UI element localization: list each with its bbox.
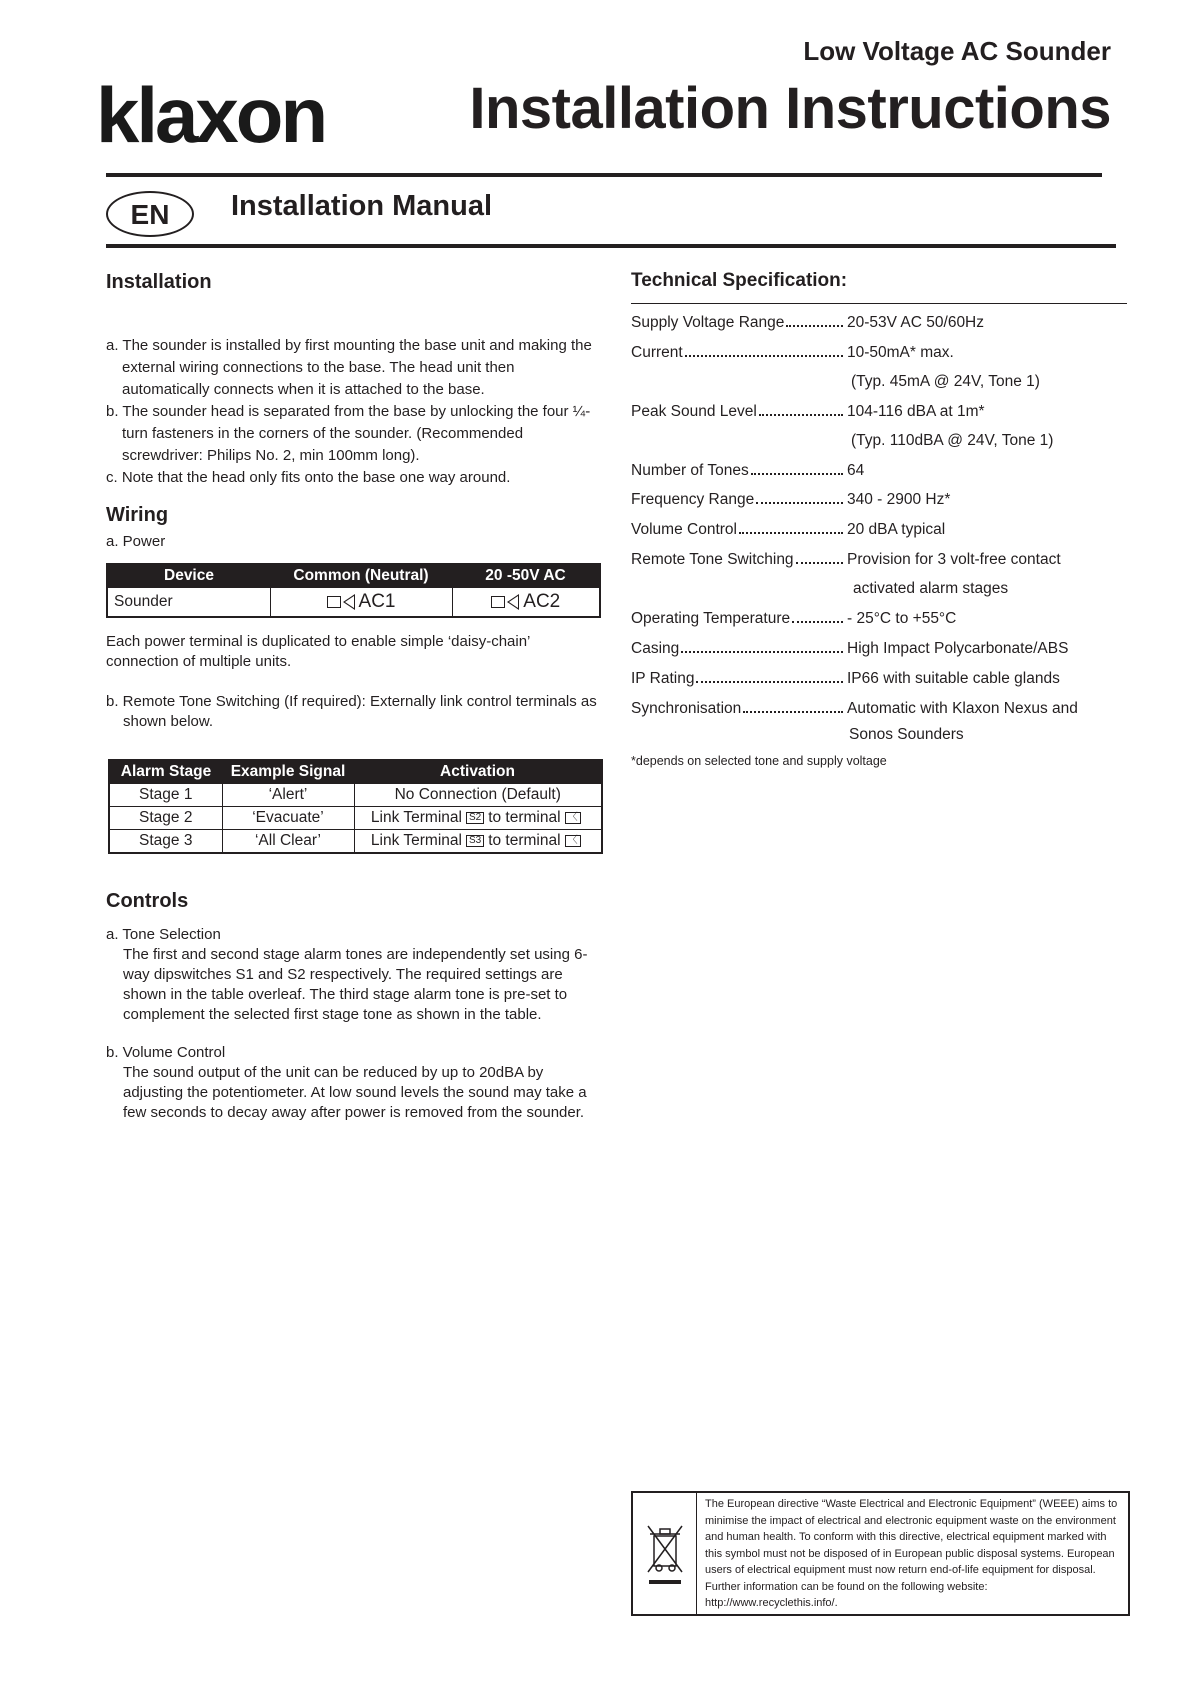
stage-cell: Stage 2 [109,807,222,830]
manual-title: Installation Manual [231,190,493,222]
common-terminal-icon: 〈 [565,812,581,824]
controls-heading: Controls [106,890,189,912]
column-header: 20 -50V AC [452,564,600,588]
installation-list [106,335,606,489]
common-terminal-icon: 〈 [565,835,581,847]
column-header: Alarm Stage [109,760,222,784]
spec-row-peak-sound: Peak Sound Level 104-116 dBA at 1m* [631,403,985,420]
device-cell: Sounder [107,588,270,618]
spec-current-typical: (Typ. 45mA @ 24V, Tone 1) [851,373,1040,390]
page-title: Installation Instructions [469,76,1111,141]
installation-heading: Installation [106,271,212,293]
tone-selection-label: a. Tone Selection [106,926,221,943]
spec-row-temperature: Operating Temperature - 25°C to +55°C [631,610,957,627]
header-divider [106,173,1102,177]
speaker-icon [343,594,355,610]
spec-row-casing: Casing High Impact Polycarbonate/ABS [631,640,1069,657]
weee-notice [631,1491,1130,1616]
terminal-icon [491,596,505,608]
wiring-heading: Wiring [106,504,169,526]
column-header: Device [107,564,270,588]
installation-item: a. The sounder is installed by first mounting the base unit and making the external wiring connections to the base. The head unit then automatically connects when it is attached to the base. [106,337,592,398]
remote-switching-label: b. Remote Tone Switching (If required): Externally link control terminals as shown below. [106,693,597,730]
s2-terminal-icon: S2 [466,812,484,824]
ac2-terminal-cell [452,588,600,618]
spec-row-current: Current 10-50mA* max. [631,344,954,361]
spec-synchronisation-cont: Sonos Sounders [849,726,964,743]
ac1-terminal-cell [270,588,452,618]
terminal-label: AC2 [523,591,561,612]
volume-control-label: b. Volume Control [106,1044,226,1061]
section-divider [106,244,1116,248]
spec-row-frequency: Frequency Range 340 - 2900 Hz* [631,491,951,508]
activation-cell: Link Terminal S2 to terminal 〈 [354,807,602,830]
weee-text: The European directive “Waste Electrical and Electronic Equipment” (WEEE) aims to minimise the impact of electrical and electronic equipment waste on the environment and human health. To conform with this directive, electrical equipment marked with this symbol must not be disposed of in European public disposal systems. European users of electrical equipment must now return end-of-life equipment for disposal. Further information can be found on the following website: http://www.recyclethis.info/. [705,1498,1118,1609]
daisy-chain-note: Each power terminal is duplicated to enable simple ‘daisy-chain’ connection of multiple units. [106,633,530,670]
spec-footnote: *depends on selected tone and supply voltage [631,754,887,768]
power-table [106,563,601,618]
activation-cell: No Connection (Default) [354,784,602,807]
terminal-icon [327,596,341,608]
spec-peak-sound-typical: (Typ. 110dBA @ 24V, Tone 1) [851,432,1054,449]
stage-table [108,759,603,854]
speaker-icon [507,594,519,610]
column-header: Common (Neutral) [270,564,452,588]
spec-row-volume: Volume Control 20 dBA typical [631,521,946,538]
power-label: a. Power [106,533,166,550]
volume-control-text: The sound output of the unit can be reduced by up to 20dBA by adjusting the potentiometer. At low sound levels the sound may take a few seconds to decay away after power is removed from the sounder. [123,1064,587,1121]
spec-row-supply-voltage: Supply Voltage Range 20-53V AC 50/60Hz [631,314,985,331]
spec-row-tones: Number of Tones 64 [631,462,865,479]
table-row [109,807,602,830]
signal-cell: ‘Evacuate’ [222,807,354,830]
table-row [109,830,602,854]
column-header: Activation [354,760,602,784]
spec-divider [631,303,1127,304]
activation-cell: Link Terminal S3 to terminal 〈 [354,830,602,854]
spec-row-remote-switching: Remote Tone Switching Provision for 3 volt-free contact [631,551,1061,568]
terminal-label: AC1 [358,591,396,612]
s3-terminal-icon: S3 [466,835,484,847]
table-row [109,784,602,807]
tone-selection-text: The first and second stage alarm tones are independently set using 6-way dipswitches S1 and S2 respectively. The required settings are shown in the table overleaf. The third stage alarm tone is pre-set to complement the selected first stage tone as shown in the table. [123,946,588,1023]
installation-item: b. The sounder head is separated from the base by unlocking the four ¼-turn fasteners in the corners of the sounder. (Recommended screwdriver: Philips No. 2, min 100mm long). [106,403,591,464]
spec-heading: Technical Specification: [631,270,848,291]
signal-cell: ‘All Clear’ [222,830,354,854]
column-header: Example Signal [222,760,354,784]
signal-cell: ‘Alert’ [222,784,354,807]
spec-remote-switching-cont: activated alarm stages [853,580,1009,597]
stage-cell: Stage 1 [109,784,222,807]
installation-item: c. Note that the head only fits onto the base one way around. [106,469,511,486]
product-subtitle: Low Voltage AC Sounder [803,36,1111,66]
stage-cell: Stage 3 [109,830,222,854]
spec-row-ip-rating: IP Rating IP66 with suitable cable glands [631,670,1060,687]
spec-row-synchronisation: Synchronisation Automatic with Klaxon Nexus and [631,700,1078,717]
language-badge: EN [106,191,194,237]
weee-bin-icon [633,1493,697,1614]
table-row [107,588,600,618]
klaxon-logo: klaxon [96,71,326,159]
